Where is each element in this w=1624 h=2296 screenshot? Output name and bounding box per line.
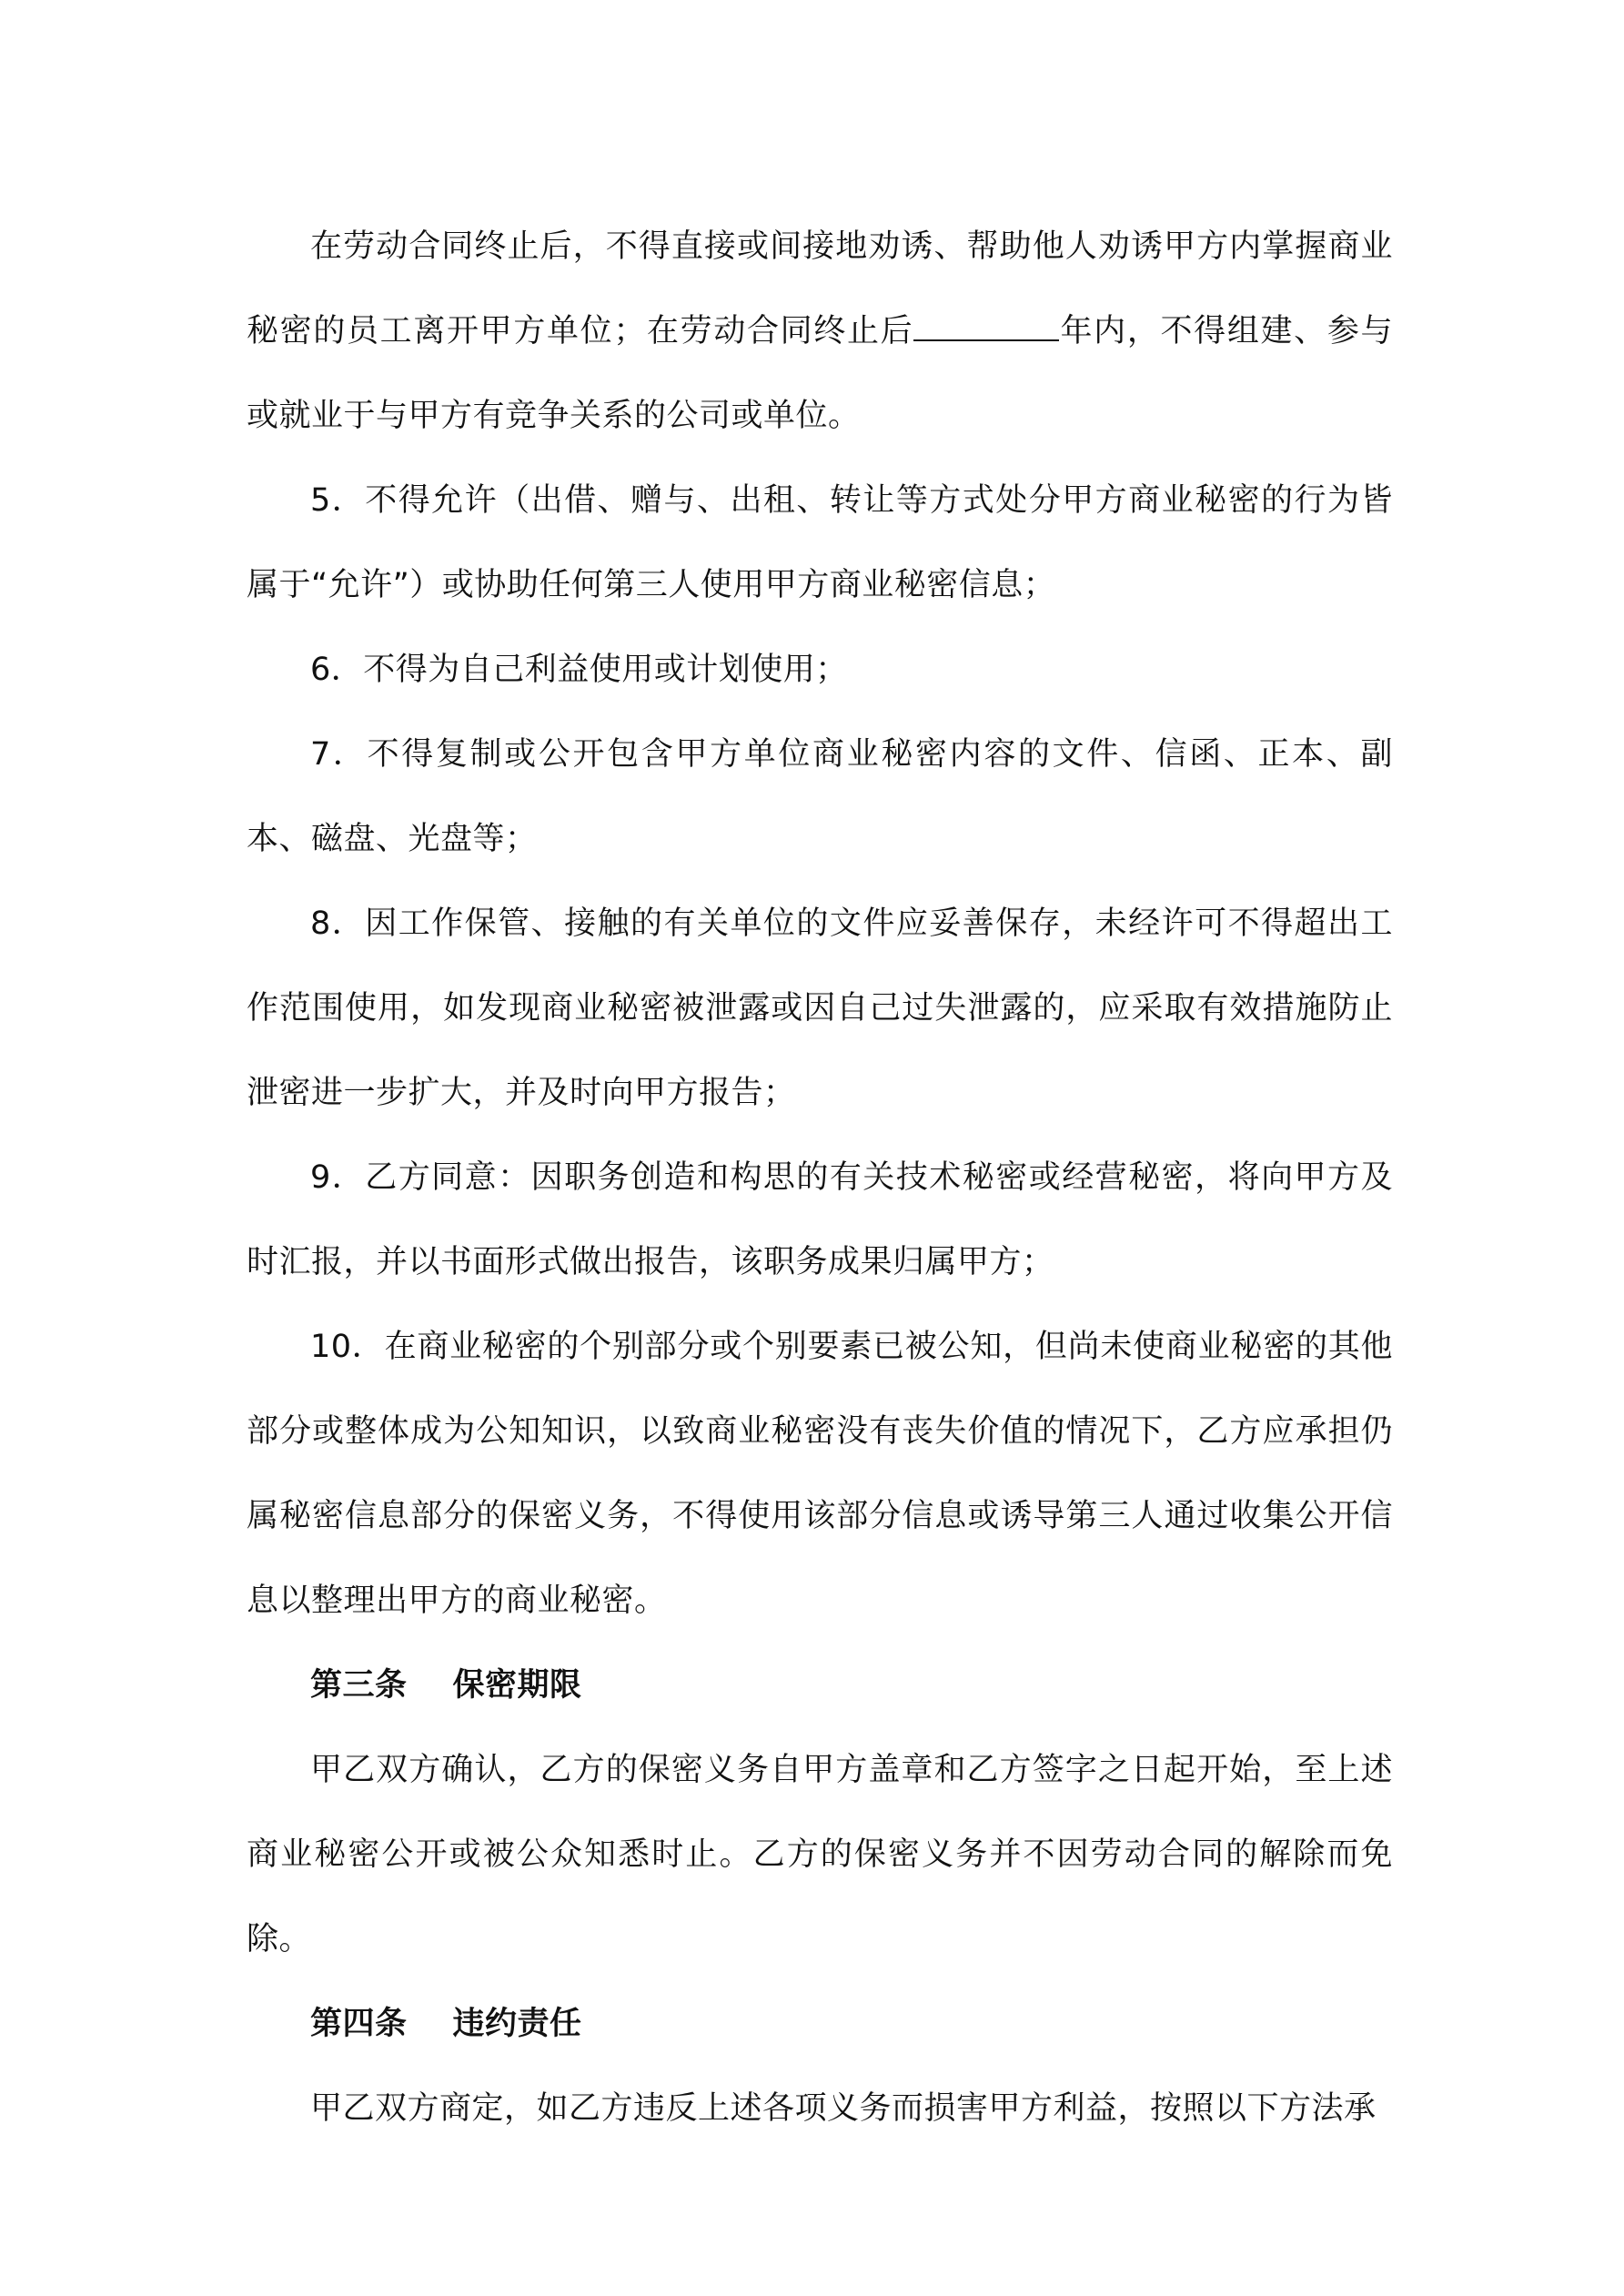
- paragraph-non-solicit-text-1: 在劳动合同终止后，不得直接或间接地劝诱、帮助他人劝诱甲方内掌握商业秘密的员工离开甲方单位；在劳动合同终止后: [247, 228, 1393, 349]
- document-body: [247, 205, 1393, 2151]
- clause-item-6: 6．不得为自己利益使用或计划使用；: [310, 652, 848, 688]
- clause-item-10: 10．在商业秘密的个别部分或个别要素已被公知，但尚未使商业秘密的其他部分或整体成为公知知识，以致商业秘密没有丧失价值的情况下，乙方应承担仍属秘密信息部分的保密义务，不得使用该部分信息或诱导第三人通过收集公开信息以整理出甲方的商业秘密。: [247, 1329, 1393, 1619]
- article-4-text: 甲乙双方商定，如乙方违反上述各项义务而损害甲方利益，按照以下方法承: [310, 2090, 1377, 2127]
- article-3-text: 甲乙双方确认，乙方的保密义务自甲方盖章和乙方签字之日起开始，至上述商业秘密公开或被公众知悉时止。乙方的保密义务并不因劳动合同的解除而免除。: [247, 1752, 1393, 1957]
- article-3-number: 第三条: [310, 1667, 408, 1704]
- clause-item-8: 8．因工作保管、接触的有关单位的文件应妥善保存，未经许可不得超出工作范围使用，如发现商业秘密被泄露或因自己过失泄露的，应采取有效措施防止泄密进一步扩大，并及时向甲方报告；: [247, 905, 1393, 1111]
- paragraph-non-solicit-text-2: 年内，不得组建、参与或就业于与甲方有竞争关系的公司或单位。: [247, 313, 1393, 434]
- clause-item-7: 7．不得复制或公开包含甲方单位商业秘密内容的文件、信函、正本、副本、磁盘、光盘等；: [247, 736, 1393, 857]
- article-4-title: 违约责任: [452, 2006, 582, 2042]
- article-4-heading: [247, 1982, 1393, 2067]
- clause-item-5: 5．不得允许（出借、赠与、出租、转让等方式处分甲方商业秘密的行为皆属于“允许”）或协助任何第三人使用甲方商业秘密信息；: [247, 482, 1393, 603]
- paragraph-non-solicit: [247, 205, 1393, 459]
- years-blank-field: [913, 314, 1059, 341]
- article-4-number: 第四条: [310, 2006, 408, 2042]
- article-3-title: 保密期限: [452, 1667, 582, 1704]
- article-3-heading: [247, 1644, 1393, 1728]
- clause-item-9: 9．乙方同意：因职务创造和构思的有关技术秘密或经营秘密，将向甲方及时汇报，并以书面形式做出报告，该职务成果归属甲方；: [247, 1159, 1393, 1280]
